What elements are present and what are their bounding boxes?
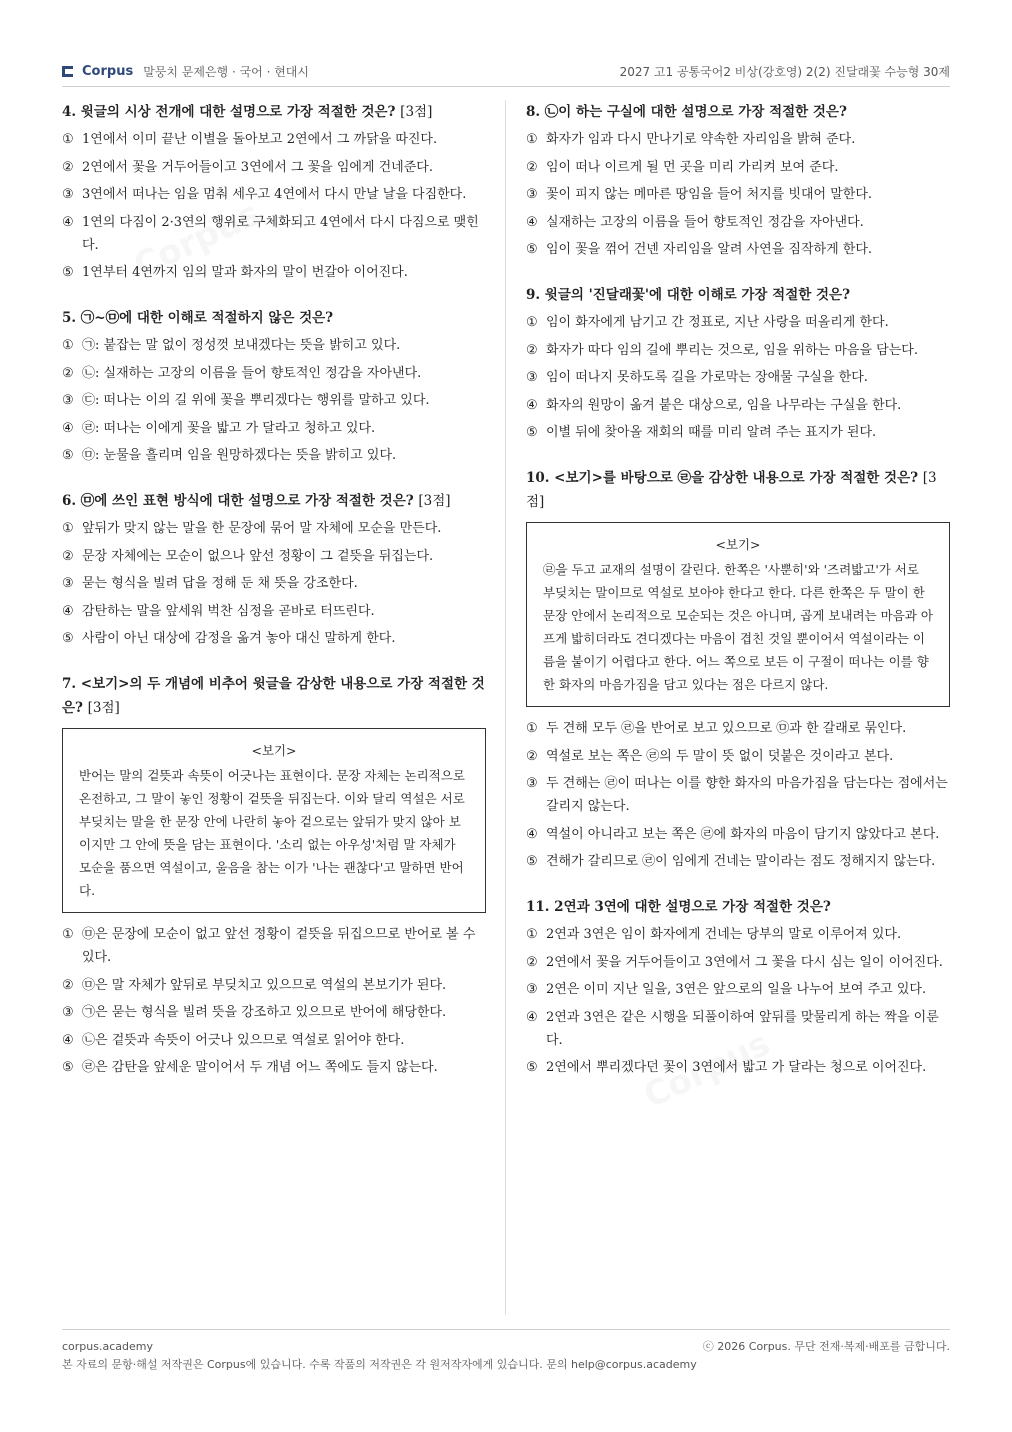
choice-number: ⑤ [526, 1060, 538, 1075]
choice-number: ② [526, 159, 538, 175]
choice-text: ㉢: 떠나는 이의 길 위에 꽃을 뿌리겠다는 행위를 말하고 있다. [82, 393, 430, 408]
choice-text: 2연과 3연은 임이 화자에게 건네는 당부의 말로 이루어져 있다. [546, 927, 902, 942]
question-stem: 7. <보기>의 두 개념에 비추어 윗글을 감상한 내용으로 가장 적절한 것은? [62, 676, 485, 716]
question [526, 895, 950, 1079]
choice-number: ① [526, 721, 538, 736]
choice-number: ⑤ [526, 854, 538, 869]
choice-text: 2연은 이미 지난 일을, 3연은 앞으로의 일을 나누어 보여 주고 있다. [546, 982, 927, 997]
question-stem: 8. ㉡이 하는 구실에 대한 설명으로 가장 적절한 것은? [526, 104, 847, 120]
choice-text: ㉡은 겉뜻과 속뜻이 어긋나 있으므로 역설로 읽어야 한다. [82, 1032, 405, 1048]
answer-choice[interactable] [62, 923, 486, 969]
question-title [62, 306, 486, 330]
choice-text: 역설로 보는 쪽은 ㉣의 두 말이 뜻 없이 덧붙은 것이라고 본다. [546, 748, 894, 764]
left-column [62, 100, 486, 1101]
choice-number: ① [62, 927, 74, 942]
question-title [62, 100, 486, 124]
choice-number: ③ [62, 393, 74, 408]
choice-text: 견해가 갈리므로 ㉣이 임에게 건네는 말이라는 점도 정해지지 않는다. [546, 854, 936, 869]
footer-copyright: ⓒ 2026 Corpus. 무단 전재·복제·배포를 금합니다. [702, 1340, 950, 1353]
bogi-box [62, 728, 486, 913]
choice-text: ㉤은 말 자체가 앞뒤로 부딪치고 있으므로 역설의 본보기가 된다. [82, 977, 447, 993]
question-stem: 9. 윗글의 '진달래꽃'에 대한 이해로 가장 적절한 것은? [526, 287, 850, 303]
choice-text: 3연에서 떠나는 임을 멈춰 세우고 4연에서 다시 만날 날을 다짐한다. [82, 187, 467, 202]
bogi-text: 반어는 말의 겉뜻과 속뜻이 어긋나는 표현이다. 문장 자체는 논리적으로 온전하고, 그 말이 놓인 정황이 겉뜻을 뒤집는다. 이와 달리 역설은 서로 부딪치는 말을 한 문장 안에 나란히 놓아 겉으로는 앞뒤가 맞지 않아 보이지만 그 안에 뜻을 담는 표현이다. '소리 없는 아우성'처럼 말 자체가 모순을 품으면 역설이고, 울음을 참는 이가 '나는 괜찮다'고 말하면 반어다. [79, 768, 465, 898]
choice-number: ② [62, 159, 74, 175]
question-title [526, 100, 950, 124]
header-subtitle: 말뭉치 문제은행 · 국어 · 현대시 [143, 64, 309, 79]
answer-choice[interactable] [526, 311, 950, 334]
choice-text: 꽃이 피지 않는 메마른 땅임을 들어 처지를 빗대어 말한다. [546, 187, 873, 202]
choice-text: 두 견해 모두 ㉣을 반어로 보고 있으므로 ㉤과 한 갈래로 묶인다. [546, 721, 907, 736]
choice-text: 2연에서 뿌리겠다던 꽃이 3연에서 밟고 가 달라는 청으로 이어진다. [546, 1060, 927, 1075]
question-title [526, 466, 950, 514]
answer-choice[interactable] [526, 951, 950, 974]
choice-number: ④ [526, 1009, 538, 1025]
choice-text: 1연의 다짐이 2·3연의 행위로 구체화되고 4연에서 다시 다짐으로 맺힌다. [82, 214, 479, 253]
choice-text: 화자의 원망이 옮겨 붙은 대상으로, 임을 나무라는 구실을 한다. [546, 397, 902, 413]
choice-number: ③ [526, 187, 538, 202]
choice-number: ④ [526, 214, 538, 230]
answer-choice[interactable] [526, 156, 950, 179]
choice-text: 역설이 아니라고 보는 쪽은 ㉣에 화자의 마음이 담기지 않았다고 본다. [546, 826, 940, 842]
choice-text: 1연에서 이미 끝난 이별을 돌아보고 2연에서 그 까닭을 따진다. [82, 132, 438, 147]
corpus-logo-icon [62, 66, 73, 77]
choice-number: ④ [526, 397, 538, 413]
choice-text: 화자가 임과 다시 만나기로 약속한 자리임을 밝혀 준다. [546, 132, 856, 147]
answer-choice[interactable] [62, 1056, 486, 1079]
answer-choice[interactable] [526, 366, 950, 389]
choice-number: ④ [526, 826, 538, 842]
choice-text: 이별 뒤에 찾아올 재회의 때를 미리 알려 주는 표지가 된다. [546, 425, 877, 440]
choice-text: 화자가 따다 임의 길에 뿌리는 것으로, 임을 위하는 마음을 담는다. [546, 342, 918, 358]
footer-site-link[interactable]: corpus.academy [62, 1340, 153, 1353]
question-points: [3점] [87, 700, 120, 716]
question [62, 672, 486, 1079]
answer-choice[interactable] [62, 183, 486, 206]
answer-choice[interactable] [526, 339, 950, 362]
choice-text: ㉤: 눈물을 흘리며 임을 원망하겠다는 뜻을 밝히고 있다. [82, 448, 397, 463]
answer-choice[interactable] [526, 394, 950, 417]
choice-text: ㉣은 감탄을 앞세운 말이어서 두 개념 어느 쪽에도 들지 않는다. [82, 1060, 438, 1075]
choice-text: 임이 떠나지 못하도록 길을 가로막는 장애물 구실을 한다. [546, 370, 868, 385]
bogi-text: ㉣을 두고 교재의 설명이 갈린다. 한쪽은 '사뿐히'와 '즈려밟고'가 서로 부딪치는 말이므로 역설로 보아야 한다고 한다. 다른 한쪽은 두 말이 한 문장 안에서 논리적으로 모순되는 것은 아니며, 곱게 보내려는 마음과 아프게 밟히더라도 견디겠다는 마음이 겹친 것일 뿐이어서 역설이라는 이름을 붙이기 어렵다고 한다. 어느 쪽으로 보든 이 구절이 떠나는 이를 향한 화자의 마음가짐을 담고 있다는 점은 다르지 않다. [543, 562, 933, 692]
choice-number: ⑤ [62, 448, 74, 463]
brand [62, 63, 309, 80]
choice-text: 두 견해는 ㉣이 떠나는 이를 향한 화자의 마음가짐을 담는다는 점에서는 갈리지 않는다. [546, 776, 948, 814]
choice-number: ③ [62, 187, 74, 202]
choice-number: ⑤ [62, 265, 74, 280]
choice-text: 감탄하는 말을 앞세워 벅찬 심정을 곧바로 터뜨린다. [82, 603, 375, 619]
choice-number: ③ [526, 982, 538, 997]
exam-title: 2027 고1 공통국어2 비상(강호영) 2(2) 진달래꽃 수능형 30제 [619, 64, 950, 79]
footer-divider [62, 1329, 950, 1330]
answer-choice[interactable] [526, 823, 950, 846]
choice-number: ④ [62, 420, 74, 436]
answer-choice[interactable] [526, 1006, 950, 1052]
question-stem: 11. 2연과 3연에 대한 설명으로 가장 적절한 것은? [526, 899, 831, 915]
question [526, 466, 950, 873]
choice-number: ③ [526, 370, 538, 385]
answer-choice[interactable] [526, 238, 950, 261]
answer-choice[interactable] [62, 362, 486, 385]
answer-choice[interactable] [62, 334, 486, 357]
choice-number: ② [526, 748, 538, 764]
choice-number: ③ [526, 776, 538, 791]
answer-choice[interactable] [526, 772, 950, 818]
answer-choice[interactable] [526, 128, 950, 151]
question [62, 306, 486, 467]
bogi-box [526, 522, 950, 707]
question-title [526, 283, 950, 307]
bogi-title: <보기> [251, 743, 297, 758]
question-stem: 6. ㉤에 쓰인 표현 방식에 대한 설명으로 가장 적절한 것은? [62, 493, 414, 509]
question [526, 100, 950, 261]
footer-notice: 본 자료의 문항·해설 저작권은 Corpus에 있습니다. 수록 작품의 저작권은 각 원저작자에게 있습니다. 문의 help@corpus.academy [62, 1358, 697, 1371]
question-title [62, 672, 486, 720]
choice-number: ① [526, 132, 538, 147]
choice-text: ㉠: 붙잡는 말 없이 정성껏 보내겠다는 뜻을 밝히고 있다. [82, 338, 401, 353]
answer-choice[interactable] [62, 572, 486, 595]
choice-number: ③ [62, 1005, 74, 1020]
question-stem: 4. 윗글의 시상 전개에 대한 설명으로 가장 적절한 것은? [62, 104, 396, 120]
choice-text: ㉠은 묻는 형식을 빌려 뜻을 강조하고 있으므로 반어에 해당한다. [82, 1005, 447, 1020]
choice-number: ④ [62, 1032, 74, 1048]
choice-text: 임이 꽃을 꺾어 건넨 자리임을 알려 사연을 짐작하게 한다. [546, 242, 873, 257]
choice-number: ① [526, 927, 538, 942]
choice-number: ② [62, 977, 74, 993]
choice-number: ④ [62, 603, 74, 619]
choice-text: 문장 자체에는 모순이 없으나 앞선 정황이 그 겉뜻을 뒤집는다. [82, 548, 434, 564]
choice-number: ④ [62, 214, 74, 230]
column-divider [505, 100, 506, 1315]
right-column [526, 100, 950, 1101]
answer-choice[interactable] [62, 128, 486, 151]
answer-choice[interactable] [526, 1056, 950, 1079]
answer-choice[interactable] [62, 211, 486, 257]
answer-choice[interactable] [526, 850, 950, 873]
answer-choice[interactable] [526, 923, 950, 946]
page-footer [62, 1338, 950, 1374]
choice-number: ① [62, 338, 74, 353]
choice-text: ㉣: 떠나는 이에게 꽃을 밟고 가 달라고 청하고 있다. [82, 420, 376, 436]
answer-choice[interactable] [62, 1029, 486, 1052]
choice-number: ② [62, 365, 74, 381]
choice-text: 임이 떠나 이르게 될 먼 곳을 미리 가리켜 보여 준다. [546, 159, 839, 175]
answer-choice[interactable] [526, 211, 950, 234]
choice-text: 2연에서 꽃을 거두어들이고 3연에서 그 꽃을 다시 심는 일이 이어진다. [546, 954, 943, 970]
page-header [62, 58, 950, 84]
question-title [526, 895, 950, 919]
choice-number: ⑤ [62, 1060, 74, 1075]
answer-choice[interactable] [62, 517, 486, 540]
answer-choice[interactable] [62, 545, 486, 568]
choice-text: 실재하는 고장의 이름을 들어 향토적인 정감을 자아낸다. [546, 214, 864, 230]
answer-choice[interactable] [62, 600, 486, 623]
brand-name: Corpus [82, 63, 134, 79]
choice-text: 2연에서 꽃을 거두어들이고 3연에서 그 꽃을 임에게 건네준다. [82, 159, 433, 175]
choice-number: ⑤ [62, 631, 74, 646]
choice-text: 임이 화자에게 남기고 간 정표로, 지난 사랑을 떠올리게 한다. [546, 315, 889, 330]
choice-number: ① [62, 521, 74, 536]
answer-choice[interactable] [526, 978, 950, 1001]
choice-text: 사람이 아닌 대상에 감정을 옮겨 놓아 대신 말하게 한다. [82, 631, 396, 646]
answer-choice[interactable] [62, 974, 486, 997]
choice-number: ② [62, 548, 74, 564]
bogi-title: <보기> [715, 537, 761, 552]
choice-text: 2연과 3연은 같은 시행을 되풀이하여 앞뒤를 맞물리게 하는 짝을 이룬다. [546, 1009, 939, 1048]
choice-number: ⑤ [526, 242, 538, 257]
question-title [62, 489, 486, 513]
header-divider [62, 86, 950, 87]
question-points: [3점] [418, 493, 451, 509]
choice-number: ① [62, 132, 74, 147]
answer-choice[interactable] [526, 421, 950, 444]
question [526, 283, 950, 444]
question-stem: 10. <보기>를 바탕으로 ㉣을 감상한 내용으로 가장 적절한 것은? [526, 470, 919, 486]
answer-choice[interactable] [62, 389, 486, 412]
question-stem: 5. ㉠~㉤에 대한 이해로 적절하지 않은 것은? [62, 310, 334, 326]
choice-text: 1연부터 4연까지 임의 말과 화자의 말이 번갈아 이어진다. [82, 265, 408, 280]
answer-choice[interactable] [526, 717, 950, 740]
choice-text: ㉤은 문장에 모순이 없고 앞선 정황이 겉뜻을 뒤집으므로 반어로 볼 수 있다. [82, 927, 476, 965]
answer-choice[interactable] [526, 745, 950, 768]
answer-choice[interactable] [62, 1001, 486, 1024]
choice-text: 앞뒤가 맞지 않는 말을 한 문장에 묶어 말 자체에 모순을 만든다. [82, 521, 442, 536]
choice-number: ① [526, 315, 538, 330]
choice-number: ② [526, 954, 538, 970]
answer-choice[interactable] [62, 261, 486, 284]
answer-choice[interactable] [526, 183, 950, 206]
choice-number: ② [526, 342, 538, 358]
answer-choice[interactable] [62, 444, 486, 467]
choice-text: 묻는 형식을 빌려 답을 정해 둔 채 뜻을 강조한다. [82, 576, 358, 591]
answer-choice[interactable] [62, 156, 486, 179]
choice-text: ㉡: 실재하는 고장의 이름을 들어 향토적인 정감을 자아낸다. [82, 365, 422, 381]
answer-choice[interactable] [62, 627, 486, 650]
question [62, 489, 486, 650]
question-points: [3점] [400, 104, 433, 120]
answer-choice[interactable] [62, 417, 486, 440]
question-points: [3점] [526, 470, 937, 510]
question [62, 100, 486, 284]
choice-number: ③ [62, 576, 74, 591]
choice-number: ⑤ [526, 425, 538, 440]
